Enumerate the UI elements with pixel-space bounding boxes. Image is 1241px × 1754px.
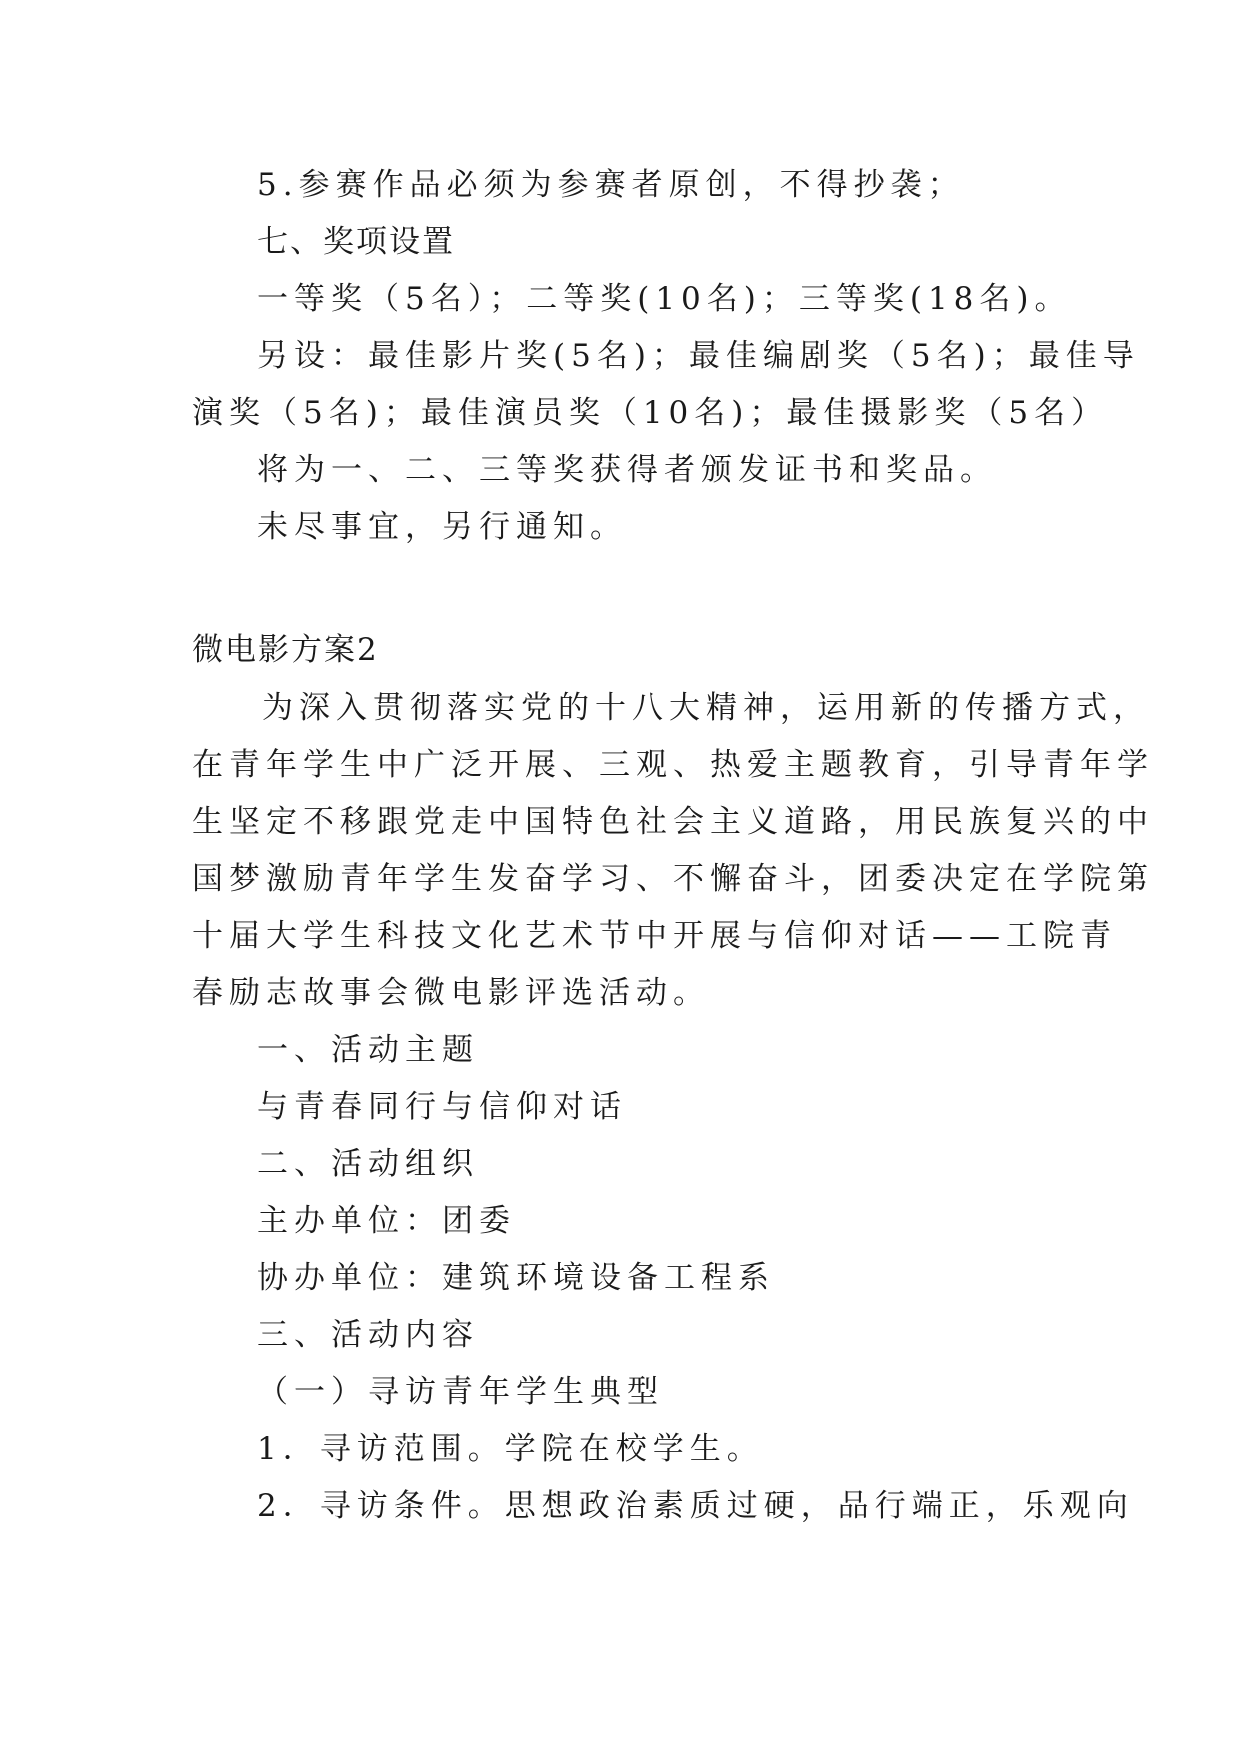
- intro-line-4: 国梦激励青年学生发奋学习、不懈奋斗，团委决定在学院第: [192, 861, 1154, 897]
- award-tiers: 一等奖（5名）；二等奖(10名)；三等奖(18名)。: [257, 281, 1072, 317]
- document-title: 微电影方案2: [192, 632, 379, 668]
- visit-conditions: 2．寻访条件。思想政治素质过硬，品行端正，乐观向: [257, 1488, 1134, 1524]
- heading-activity-theme: 一、活动主题: [257, 1032, 479, 1068]
- intro-line-6: 春励志故事会微电影评选活动。: [192, 975, 710, 1011]
- intro-line-5: 十届大学生科技文化艺术节中开展与信仰对话——工院青: [192, 918, 1117, 954]
- intro-line-1: 为深入贯彻落实党的十八大精神，运用新的传播方式，: [262, 690, 1150, 726]
- certificate-note: 将为一、二、三等奖获得者颁发证书和奖品。: [257, 452, 997, 488]
- special-awards-line-1: 另设：最佳影片奖(5名)；最佳编剧奖（5名)；最佳导: [257, 338, 1140, 374]
- heading-activity-organization: 二、活动组织: [257, 1146, 479, 1182]
- rule-item-5: 5.参赛作品必须为参赛者原创，不得抄袭；: [257, 167, 965, 203]
- intro-line-2: 在青年学生中广泛开展、三观、热爱主题教育，引导青年学: [192, 747, 1154, 783]
- closing-notice: 未尽事宜，另行通知。: [257, 509, 627, 545]
- heading-activity-content: 三、活动内容: [257, 1317, 479, 1353]
- visit-scope: 1．寻访范围。学院在校学生。: [257, 1431, 764, 1467]
- activity-theme: 与青春同行与信仰对话: [257, 1089, 627, 1125]
- intro-line-3: 生坚定不移跟党走中国特色社会主义道路，用民族复兴的中: [192, 804, 1154, 840]
- subheading-visit-students: （一）寻访青年学生典型: [257, 1374, 664, 1410]
- special-awards-line-2: 演奖（5名)；最佳演员奖（10名)；最佳摄影奖（5名）: [192, 395, 1109, 431]
- section-heading-awards: 七、奖项设置: [257, 224, 455, 260]
- co-organizer: 协办单位：建筑环境设备工程系: [257, 1260, 775, 1296]
- organizer: 主办单位：团委: [257, 1203, 516, 1239]
